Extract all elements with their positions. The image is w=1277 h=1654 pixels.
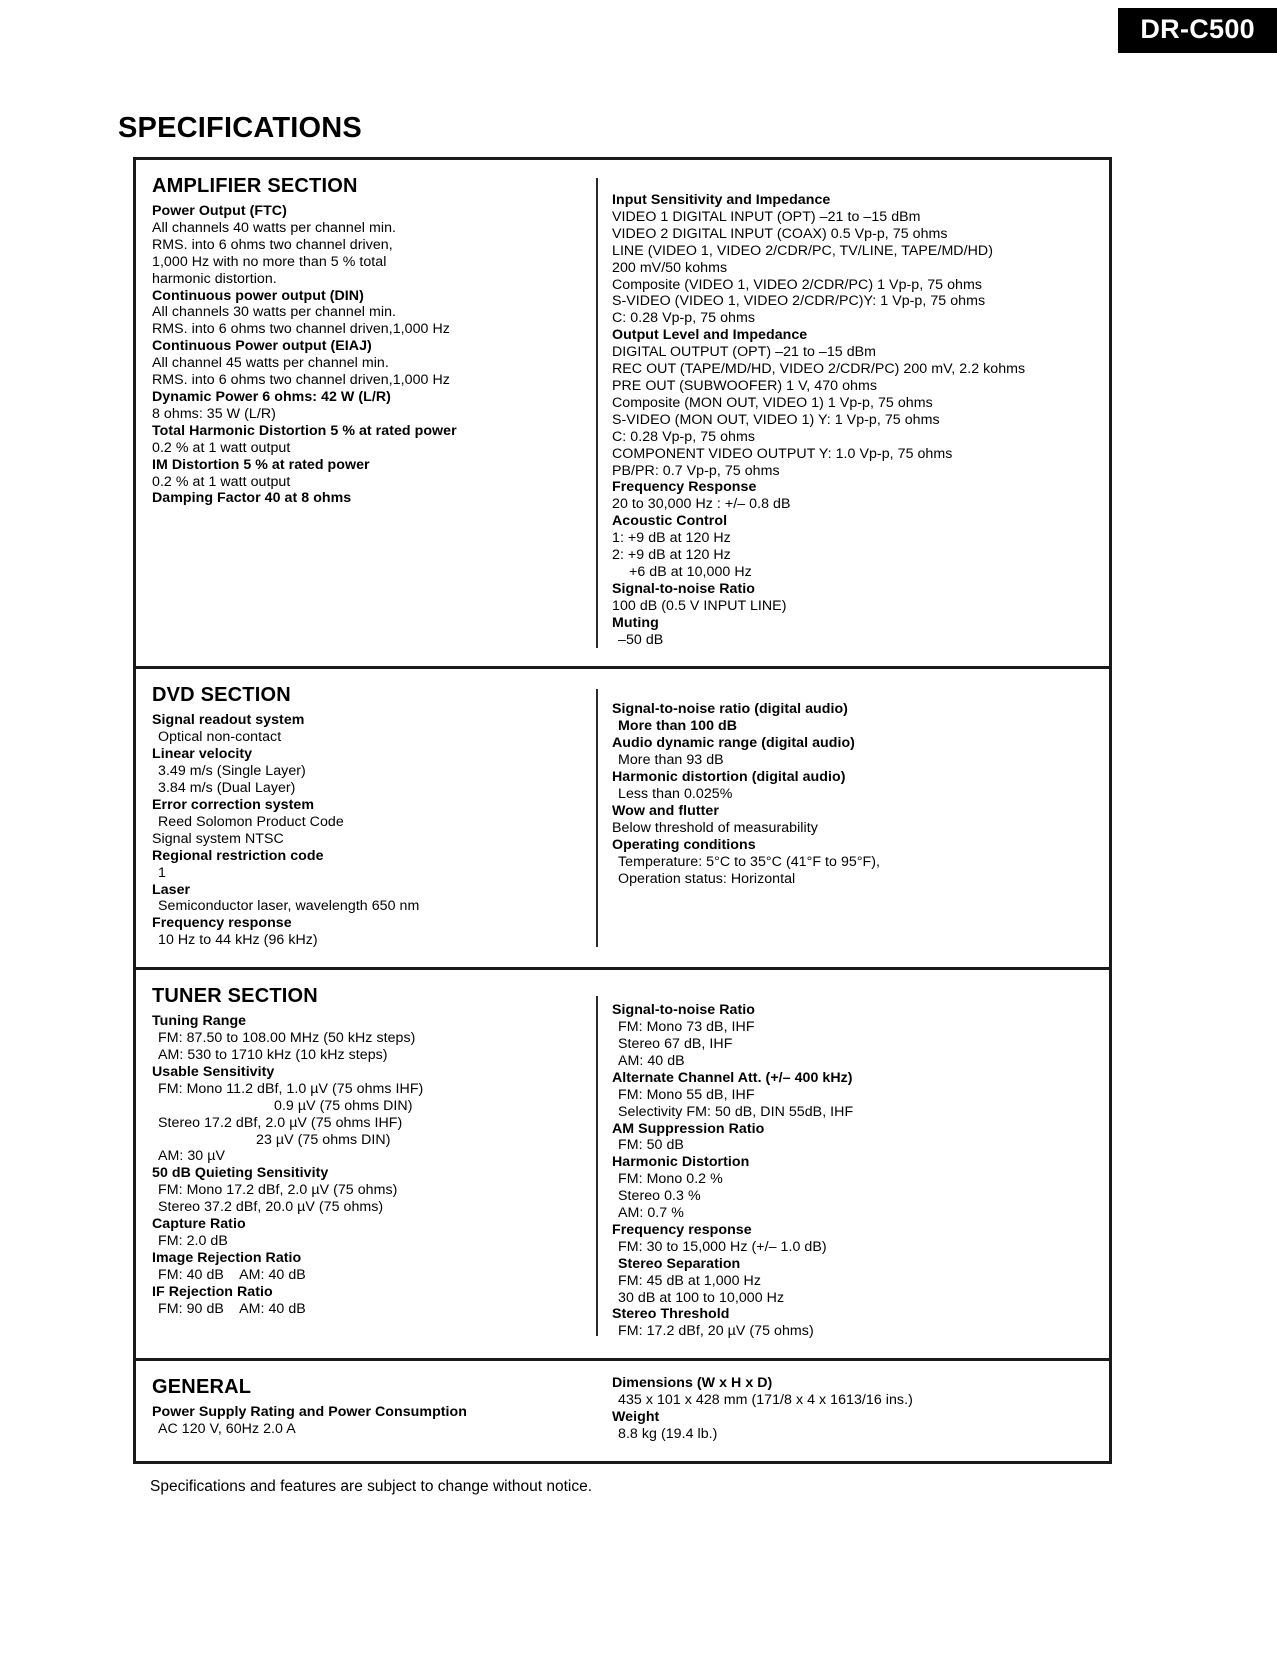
spec-line: DIGITAL OUTPUT (OPT) –21 to –15 dBm <box>612 344 877 361</box>
spec-line: COMPONENT VIDEO OUTPUT Y: 1.0 Vp-p, 75 ohms <box>612 445 953 462</box>
spec-line: Alternate Channel Att. (+/– 400 kHz) <box>612 1069 853 1086</box>
spec-line: Audio dynamic range (digital audio) <box>612 735 855 752</box>
spec-line: PRE OUT (SUBWOOFER) 1 V, 470 ohms <box>612 377 877 394</box>
spec-line: FM: 2.0 dB <box>158 1232 228 1249</box>
spec-line: 3.49 m/s (Single Layer) <box>158 763 306 780</box>
spec-section-amplifier-right-column <box>588 160 1109 666</box>
spec-section-tuner-left-column <box>136 970 588 1358</box>
spec-line: Input Sensitivity and Impedance <box>612 192 831 208</box>
spec-line: FM: Mono 11.2 dBf, 1.0 µV (75 ohms IHF) <box>158 1080 424 1097</box>
spec-line: 1,000 Hz with no more than 5 % total <box>152 253 387 270</box>
spec-line: FM: Mono 0.2 % <box>618 1171 723 1188</box>
spec-line: Stereo Separation <box>618 1255 741 1272</box>
spec-line: Below threshold of measurability <box>612 819 818 836</box>
spec-line: All channels 30 watts per channel min. <box>152 304 397 321</box>
spec-line: PB/PR: 0.7 Vp-p, 75 ohms <box>612 462 780 479</box>
specifications-table <box>133 157 1112 1464</box>
spec-line: Continuous power output (DIN) <box>152 287 364 304</box>
spec-line: 435 x 101 x 428 mm (171/8 x 4 x 1613/16 ins.) <box>618 1392 913 1409</box>
spec-line: Tuning Range <box>152 1013 247 1030</box>
spec-line: Power Supply Rating and Power Consumption <box>152 1404 467 1421</box>
spec-section-dvd <box>136 669 1109 970</box>
spec-line: Frequency response <box>152 915 292 932</box>
spec-line: 100 dB (0.5 V INPUT LINE) <box>612 597 787 614</box>
spec-line: AM: 40 dB <box>618 1052 685 1069</box>
page-title: SPECIFICATIONS <box>118 112 362 145</box>
spec-line: Continuous Power output (EIAJ) <box>152 338 372 355</box>
section-heading: DVD SECTION <box>152 684 291 707</box>
spec-line: Usable Sensitivity <box>152 1063 275 1080</box>
spec-line: Power Output (FTC) <box>152 203 287 219</box>
spec-line: Stereo 0.3 % <box>618 1188 701 1205</box>
spec-line: 0.2 % at 1 watt output <box>152 473 291 490</box>
spec-section-amplifier <box>136 160 1109 669</box>
spec-line: FM: 40 dB AM: 40 dB <box>158 1266 306 1283</box>
spec-line: AC 120 V, 60Hz 2.0 A <box>158 1421 296 1438</box>
spec-line: Harmonic distortion (digital audio) <box>612 769 846 786</box>
spec-line: VIDEO 1 DIGITAL INPUT (OPT) –21 to –15 dBm <box>612 208 921 225</box>
spec-section-tuner-right-column <box>588 970 1109 1358</box>
spec-line: RMS. into 6 ohms two channel driven,1,000 Hz <box>152 372 450 389</box>
spec-line: All channel 45 watts per channel min. <box>152 355 389 372</box>
spec-line: Stereo 67 dB, IHF <box>618 1035 733 1052</box>
spec-line: AM: 0.7 % <box>618 1205 684 1222</box>
column-divider <box>596 178 598 648</box>
spec-line: FM: Mono 55 dB, IHF <box>618 1086 755 1103</box>
spec-line: Muting <box>612 614 659 631</box>
spec-line: 23 µV (75 ohms DIN) <box>256 1131 391 1148</box>
spec-line: Laser <box>152 881 191 898</box>
spec-line: Frequency Response <box>612 479 757 496</box>
spec-line: Acoustic Control <box>612 513 728 530</box>
spec-line: RMS. into 6 ohms two channel driven, <box>152 236 393 253</box>
spec-line: Wow and flutter <box>612 802 719 819</box>
disclaimer-note: Specifications and features are subject to change without notice. <box>150 1478 593 1495</box>
spec-line: Linear velocity <box>152 746 253 763</box>
spec-line: Stereo Threshold <box>612 1306 730 1323</box>
spec-line: Composite (VIDEO 1, VIDEO 2/CDR/PC) 1 Vp-p, 75 ohms <box>612 276 982 293</box>
spec-line: FM: Mono 73 dB, IHF <box>618 1019 755 1036</box>
spec-line: 30 dB at 100 to 10,000 Hz <box>618 1289 785 1306</box>
spec-line: +6 dB at 10,000 Hz <box>629 563 752 580</box>
spec-line: 50 dB Quieting Sensitivity <box>152 1165 329 1182</box>
spec-line: Signal readout system <box>152 712 305 729</box>
spec-line: Harmonic Distortion <box>612 1154 750 1171</box>
spec-line: AM: 530 to 1710 kHz (10 kHz steps) <box>158 1046 388 1063</box>
spec-section-dvd-left-column <box>136 669 588 967</box>
spec-line: 0.9 µV (75 ohms DIN) <box>274 1097 413 1114</box>
spec-line: –50 dB <box>618 631 664 648</box>
spec-line: 3.84 m/s (Dual Layer) <box>158 780 296 797</box>
spec-line: Damping Factor 40 at 8 ohms <box>152 490 352 507</box>
spec-line: Dynamic Power 6 ohms: 42 W (L/R) <box>152 388 391 405</box>
spec-line: 10 Hz to 44 kHz (96 kHz) <box>158 932 318 949</box>
spec-line: C: 0.28 Vp-p, 75 ohms <box>612 428 756 445</box>
spec-line: Image Rejection Ratio <box>152 1249 302 1266</box>
column-spacer <box>612 174 1099 192</box>
spec-line: RMS. into 6 ohms two channel driven,1,000 Hz <box>152 321 450 338</box>
spec-line: AM Suppression Ratio <box>612 1120 765 1137</box>
spec-line: Selectivity FM: 50 dB, DIN 55dB, IHF <box>618 1103 854 1120</box>
section-heading: AMPLIFIER SECTION <box>152 175 358 197</box>
spec-line: 0.2 % at 1 watt output <box>152 439 291 456</box>
spec-line: Signal-to-noise Ratio <box>612 1002 755 1019</box>
spec-line: Composite (MON OUT, VIDEO 1) 1 Vp-p, 75 ohms <box>612 394 933 411</box>
spec-line: Weight <box>612 1409 660 1426</box>
spec-line: Output Level and Impedance <box>612 327 808 344</box>
spec-line: IM Distortion 5 % at rated power <box>152 456 370 473</box>
spec-line: Temperature: 5°C to 35°C (41°F to 95°F), <box>618 853 881 870</box>
spec-line: C: 0.28 Vp-p, 75 ohms <box>612 310 756 327</box>
column-divider <box>596 996 598 1336</box>
spec-line: Signal-to-noise ratio (digital audio) <box>612 701 848 718</box>
spec-line: Semiconductor laser, wavelength 650 nm <box>158 898 420 915</box>
spec-line: Signal-to-noise Ratio <box>612 580 755 597</box>
spec-line: Reed Solomon Product Code <box>158 813 344 830</box>
spec-line: Operating conditions <box>612 836 756 853</box>
spec-line: Operation status: Horizontal <box>618 870 796 887</box>
spec-line: Stereo 37.2 dBf, 20.0 µV (75 ohms) <box>158 1199 384 1216</box>
spec-line: FM: 50 dB <box>618 1137 684 1154</box>
spec-line: FM: 30 to 15,000 Hz (+/– 1.0 dB) <box>618 1238 827 1255</box>
spec-line: Optical non-contact <box>158 729 282 746</box>
spec-line: All channels 40 watts per channel min. <box>152 219 397 236</box>
spec-section-general <box>136 1361 1109 1461</box>
spec-line: Dimensions (W x H x D) <box>612 1375 773 1392</box>
spec-line: Total Harmonic Distortion 5 % at rated power <box>152 422 457 439</box>
column-divider <box>596 689 598 947</box>
model-number-badge: DR-C500 <box>1118 8 1277 53</box>
spec-section-tuner <box>136 970 1109 1361</box>
spec-line: Error correction system <box>152 797 315 813</box>
column-spacer <box>612 984 1099 1002</box>
spec-line: Signal system NTSC <box>152 830 284 847</box>
spec-line: 200 mV/50 kohms <box>612 259 728 276</box>
spec-line: FM: Mono 17.2 dBf, 2.0 µV (75 ohms) <box>158 1182 398 1199</box>
spec-line: S-VIDEO (MON OUT, VIDEO 1) Y: 1 Vp-p, 75 ohms <box>612 411 940 428</box>
spec-line: Frequency response <box>612 1221 752 1238</box>
spec-line: LINE (VIDEO 1, VIDEO 2/CDR/PC, TV/LINE, TAPE/MD/HD) <box>612 242 993 259</box>
spec-line: 8 ohms: 35 W (L/R) <box>152 405 276 422</box>
spec-section-dvd-right-column <box>588 669 1109 967</box>
spec-line: harmonic distortion. <box>152 270 277 287</box>
spec-section-general-left-column <box>136 1361 588 1461</box>
spec-line: REC OUT (TAPE/MD/HD, VIDEO 2/CDR/PC) 200 mV, 2.2 kohms <box>612 361 1026 378</box>
spec-line: 8.8 kg (19.4 lb.) <box>618 1426 718 1442</box>
spec-line: FM: 90 dB AM: 40 dB <box>158 1300 306 1317</box>
spec-line: More than 93 dB <box>618 752 724 769</box>
spec-line: 20 to 30,000 Hz : +/– 0.8 dB <box>612 496 791 513</box>
spec-line: Regional restriction code <box>152 847 324 864</box>
section-heading: GENERAL <box>152 1376 252 1399</box>
spec-line: 1: +9 dB at 120 Hz <box>612 530 731 547</box>
spec-line: VIDEO 2 DIGITAL INPUT (COAX) 0.5 Vp-p, 75 ohms <box>612 225 948 242</box>
spec-section-amplifier-left-column <box>136 160 588 666</box>
spec-line: Less than 0.025% <box>618 786 733 802</box>
column-spacer <box>612 683 1099 701</box>
spec-line: 2: +9 dB at 120 Hz <box>612 547 731 564</box>
spec-line: FM: 87.50 to 108.00 MHz (50 kHz steps) <box>158 1030 416 1047</box>
spec-line: 1 <box>158 864 166 881</box>
spec-line: AM: 30 µV <box>158 1148 225 1165</box>
spec-line: FM: 17.2 dBf, 20 µV (75 ohms) <box>618 1323 814 1340</box>
spec-line: S-VIDEO (VIDEO 1, VIDEO 2/CDR/PC)Y: 1 Vp-p, 75 ohms <box>612 293 986 310</box>
spec-section-general-right-column <box>588 1361 1109 1461</box>
spec-line: Stereo 17.2 dBf, 2.0 µV (75 ohms IHF) <box>158 1114 403 1131</box>
spec-line: FM: 45 dB at 1,000 Hz <box>618 1272 761 1289</box>
spec-line: IF Rejection Ratio <box>152 1283 273 1300</box>
spec-line: More than 100 dB <box>618 718 738 735</box>
section-heading: TUNER SECTION <box>152 985 318 1008</box>
spec-line: Capture Ratio <box>152 1216 246 1233</box>
